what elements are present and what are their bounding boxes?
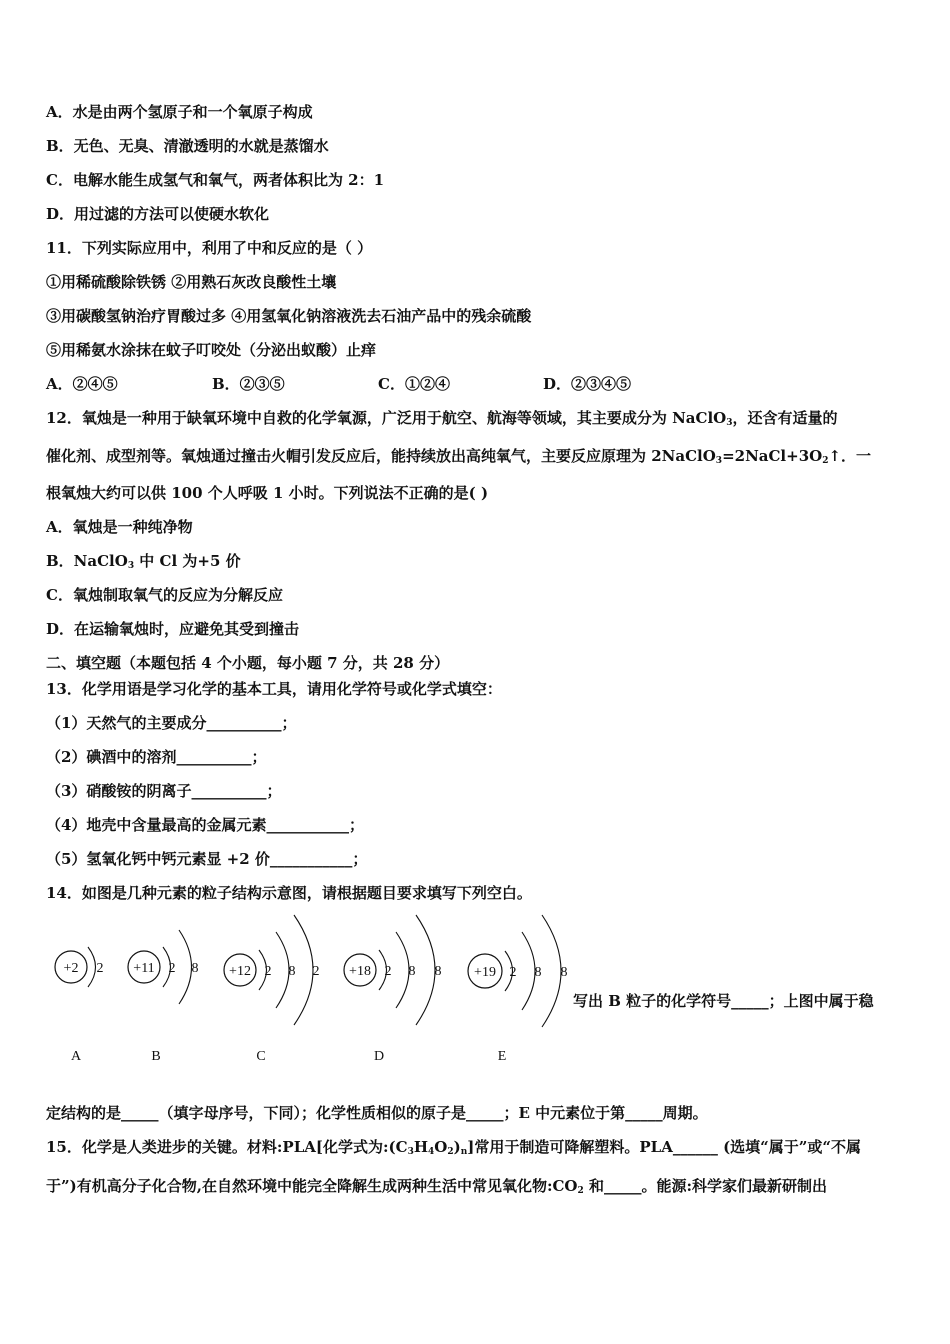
q15-line1: 15．化学是人类进步的关键。材料:PLA[化学式为$:(C_3H_4O_2)_n$]常用于制造可降解塑料。PLA______ (选填“属于”或“不属 xyxy=(46,1138,862,1157)
atom-d xyxy=(344,915,442,1064)
atom-d-shell-3: 8 xyxy=(434,964,442,979)
atom-c-label: C xyxy=(256,1049,266,1064)
q12-option-b: B．NaClO$_3$ 中 Cl 为+5 价 xyxy=(46,552,241,571)
atom-b-shell-1: 2 xyxy=(168,961,176,976)
atom-d-shell-1: 2 xyxy=(384,964,392,979)
atom-c-shell-1: 2 xyxy=(264,964,272,979)
atom-c-shell-2: 8 xyxy=(288,964,296,979)
atom-a-label: A xyxy=(70,1049,82,1064)
atom-b-nucleus: +11 xyxy=(133,961,155,976)
q14-question-b: 写出 B 粒子的化学符号_____；上图中属于稳 xyxy=(573,992,874,1010)
q13-item-5: （5）氢氧化钙中钙元素显 +2 价___________； xyxy=(46,850,368,868)
q10-option-d: D．用过滤的方法可以使硬水软化 xyxy=(46,205,270,223)
atom-e xyxy=(468,915,568,1064)
q11-item: ⑤用稀氨水涂抹在蚊子叮咬处（分泌出蚁酸）止痒 xyxy=(46,341,377,359)
q14-continuation: 定结构的是_____（填字母序号，下同）；化学性质相似的原子是_____；E 中元素位于第_____周期。 xyxy=(46,1104,708,1122)
q13-item-1: （1）天然气的主要成分__________； xyxy=(46,714,297,732)
atom-e-shell-2: 8 xyxy=(534,965,542,980)
atom-e-shell-1: 2 xyxy=(509,965,517,980)
atom-d-shell-2: 8 xyxy=(408,964,416,979)
atom-e-shell-3: 8 xyxy=(560,965,568,980)
q11-option-b: B．②③⑤ xyxy=(212,375,285,393)
atom-c xyxy=(224,915,320,1064)
atom-d-nucleus: +18 xyxy=(349,964,371,979)
q13-stem: 13．化学用语是学习化学的基本工具，请用化学符号或化学式填空： xyxy=(46,680,502,698)
q10-option-b: B．无色、无臭、清澈透明的水就是蒸馏水 xyxy=(46,137,329,155)
q11-option-c: C．①②④ xyxy=(378,375,450,393)
q12-option-c: C．氧烛制取氧气的反应为分解反应 xyxy=(46,586,283,604)
q10-option-c: C．电解水能生成氢气和氧气，两者体积比为 2：1 xyxy=(46,171,385,189)
atom-b xyxy=(128,930,199,1064)
atom-d-label: D xyxy=(373,1049,385,1064)
atom-a xyxy=(55,947,104,1064)
section-title: 二、填空题（本题包括 4 个小题，每小题 7 分，共 28 分） xyxy=(46,654,450,672)
q11-item: ①用稀硫酸除铁锈 ②用熟石灰改良酸性土壤 xyxy=(46,273,337,291)
q13-item-2: （2）碘酒中的溶剂__________； xyxy=(46,748,267,766)
atom-b-label: B xyxy=(151,1049,161,1064)
q12-option-a: A．氧烛是一种纯净物 xyxy=(46,518,193,536)
q11-option-a: A．②④⑤ xyxy=(46,375,118,393)
atom-structure-diagram xyxy=(46,910,586,1084)
q15-line2: 于”)有机高分子化合物,在自然环境中能完全降解生成两种生活中常见氧化物$:CO_2$ 和_____。能源:科学家们最新研制出 xyxy=(46,1177,828,1196)
atom-c-shell-3: 2 xyxy=(312,964,320,979)
atom-a-nucleus: +2 xyxy=(63,961,79,976)
q12-stem-line3: 根氧烛大约可以供 100 个人呼吸 1 小时。下列说法不正确的是( ) xyxy=(46,484,489,502)
atom-b-shell-2: 8 xyxy=(191,961,199,976)
q12-stem-line1: 12．氧烛是一种用于缺氧环境中自救的化学氧源，广泛用于航空、航海等领域，其主要成分为 NaClO$_3$，还含有适量的 xyxy=(46,409,838,428)
q13-item-4: （4）地壳中含量最高的金属元素___________； xyxy=(46,816,364,834)
atom-diagrams-svg xyxy=(46,910,586,1080)
q10-option-a: A．水是由两个氢原子和一个氧原子构成 xyxy=(46,103,313,121)
atom-a-shell-1: 2 xyxy=(96,961,104,976)
q11-item: ③用碳酸氢钠治疗胃酸过多 ④用氢氧化钠溶液洗去石油产品中的残余硫酸 xyxy=(46,307,532,325)
q12-stem-line2: 催化剂、成型剂等。氧烛通过撞击火帽引发反应后，能持续放出高纯氧气，主要反应原理为 $2NaClO_3=2NaCl+3O_2↑$．一 xyxy=(46,447,872,466)
q11-option-d: D．②③④⑤ xyxy=(543,375,632,393)
atom-e-nucleus: +19 xyxy=(474,965,496,980)
q12-option-d: D．在运输氧烛时，应避免其受到撞击 xyxy=(46,620,300,638)
q13-item-3: （3）硝酸铵的阴离子__________； xyxy=(46,782,282,800)
atom-e-label: E xyxy=(497,1049,507,1064)
q14-stem: 14．如图是几种元素的粒子结构示意图，请根据题目要求填写下列空白。 xyxy=(46,884,532,902)
q11-stem: 11．下列实际应用中，利用了中和反应的是（ ） xyxy=(46,239,373,257)
atom-c-nucleus: +12 xyxy=(229,964,251,979)
